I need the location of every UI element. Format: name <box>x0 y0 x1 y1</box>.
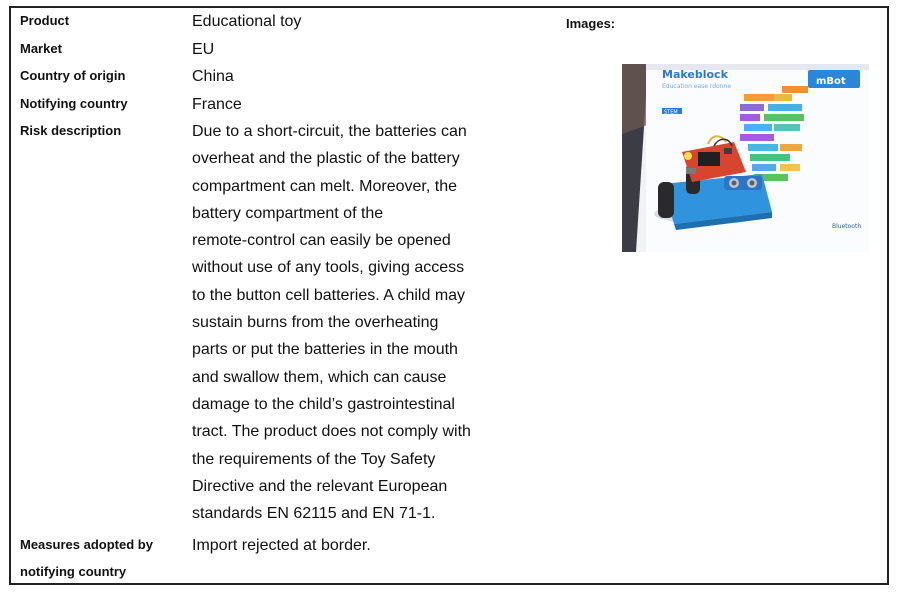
risk-line: standards EN 62115 and EN 71-1. <box>192 505 436 523</box>
risk-description-label: Risk description <box>20 123 122 138</box>
risk-line: the requirements of the Toy Safety <box>192 450 436 468</box>
risk-line: Directive and the relevant European <box>192 477 448 495</box>
product-label: Product <box>20 13 70 28</box>
measures-label-line1: Measures adopted by <box>20 537 153 552</box>
country-of-origin-label: Country of origin <box>20 68 126 83</box>
market-label: Market <box>20 41 62 56</box>
measures-value: Import rejected at border. <box>192 537 371 554</box>
risk-line: overheat and the plastic of the battery <box>192 150 460 168</box>
country-of-origin-value: China <box>192 68 234 85</box>
product-photo <box>622 64 869 252</box>
bluetooth-text: Bluetooth <box>832 223 862 230</box>
tagline-text: Education ease rdonne <box>662 83 732 90</box>
product-value: Educational toy <box>192 13 302 30</box>
risk-line: Due to a short-circuit, the batteries can <box>192 123 467 140</box>
brand-text: Makeblock <box>662 68 728 81</box>
risk-line: tract. The product does not comply with <box>192 423 471 441</box>
risk-line: and swallow them, which can cause <box>192 368 447 386</box>
notifying-country-value: France <box>192 96 242 113</box>
market-value: EU <box>192 41 215 58</box>
mbot-badge-text: mBot <box>816 76 846 87</box>
images-label: Images: <box>566 16 616 31</box>
risk-line: parts or put the batteries in the mouth <box>192 341 458 359</box>
stem-badge-text: STEM <box>664 109 678 116</box>
risk-line: battery compartment of the <box>192 204 384 222</box>
measures-label-line2: notifying country <box>20 564 127 579</box>
notifying-country-label: Notifying country <box>20 96 128 111</box>
risk-line: to the button cell batteries. A child may <box>192 286 466 304</box>
risk-description-text <box>192 118 502 527</box>
risk-line: sustain burns from the overheating <box>192 314 439 332</box>
risk-line: damage to the child’s gastrointestinal <box>192 395 455 413</box>
risk-line: remote-control can easily be opened <box>192 232 451 250</box>
risk-line: without use of any tools, giving access <box>192 259 465 277</box>
risk-line: compartment can melt. Moreover, the <box>192 177 457 195</box>
